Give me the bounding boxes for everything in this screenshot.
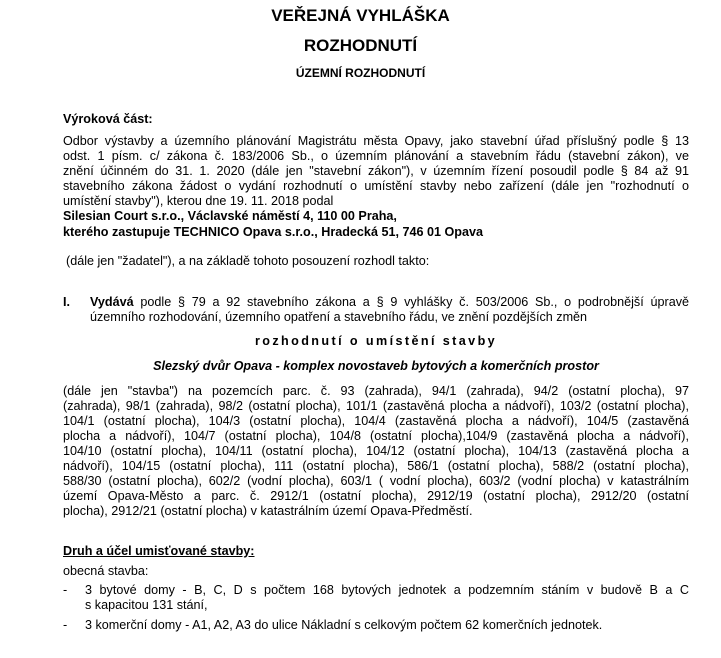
parcel-line-9: plocha), 2912/21 (ostatní plocha) v katastrálním území Opava-Předměstí. (63, 504, 473, 518)
operative-para-line-4: stavebního zákona žádost o vydání rozhodnutí o umístění stavby nebo zařízení (dále jen "rozhodnutí o (63, 179, 689, 193)
building-item-1-line-1: 3 bytové domy - B, C, D s počtem 168 bytových jednotek a podzemním stáním v budově B a C (85, 583, 689, 597)
project-name: Slezský dvůr Opava - komplex novostaveb bytových a komerčních prostor (153, 359, 599, 373)
parcel-line-6: nádvoří), 104/15 (ostatní plocha), 111 (ostatní plocha), 586/1 (ostatní plocha), 588/2 (ostatní plocha), (63, 459, 689, 473)
applicant-line-2: kterého zastupuje TECHNICO Opava s.r.o., Hradecká 51, 746 01 Opava (63, 225, 483, 239)
operative-para-line-1: Odbor výstavby a územního plánování Magistrátu města Opavy, jako stavební úřad příslušný podle § 13 (63, 134, 689, 148)
zoning-decision-title: ÚZEMNÍ ROZHODNUTÍ (295, 66, 426, 80)
parcel-line-1: (dále jen "stavba") na pozemcích parc. č. 93 (zahrada), 94/1 (zahrada), 94/2 (ostatní plocha), 97 (63, 384, 689, 398)
operative-para-line-2: odst. 1 písm. c/ zákona č. 183/2006 Sb., o územním plánování a stavebním řádu (stavební zákon), ve (63, 149, 689, 163)
parcel-line-5: 104/10 (ostatní plocha), 104/11 (ostatní plocha), 104/12 (ostatní plocha), 104/13 (zastavěná plocha a (63, 444, 689, 458)
applicant-note: (dále jen "žadatel"), a na základě tohoto posouzení rozhodl takto: (66, 254, 430, 268)
list-dash-2: - (63, 618, 68, 632)
building-item-1-line-2: s kapacitou 131 stání, (85, 598, 208, 612)
list-dash-1: - (63, 583, 68, 597)
parcel-line-8: území Opava-Město a parc. č. 2912/1 (ostatní plocha), 2912/19 (ostatní plocha), 2912/20 (ostatní (63, 489, 689, 503)
section-line-1 (90, 295, 689, 310)
applicant-line-1: Silesian Court s.r.o., Václavské náměstí 4, 110 00 Praha, (63, 209, 397, 223)
parcel-line-2: (zahrada), 98/1 (zahrada), 98/2 (ostatní plocha), 101/1 (zastavěná plocha a nádvoří), 103/2 (ostatní plocha), (63, 399, 689, 413)
parcel-line-4: plocha a nádvoří), 104/7 (ostatní plocha), 104/8 (ostatní plocha),104/9 (zastavěná plocha a nádvoří), (63, 429, 689, 443)
operative-heading: Výroková část: (63, 112, 153, 126)
parcel-line-3: 104/1 (ostatní plocha), 104/3 (ostatní plocha), 104/4 (zastavěná plocha a nádvoří), 104/5 (zastavěná (63, 414, 689, 428)
building-item-2: 3 komerční domy - A1, A2, A3 do ulice Nákladní s celkovým počtem 62 komerčních jednotek. (85, 618, 603, 632)
parcel-line-7: 588/30 (ostatní plocha), 602/2 (vodní plocha), 603/1 ( vodní plocha), 603/2 (vodní plocha) v katastrálním (63, 474, 689, 488)
building-subheading: obecná stavba: (63, 564, 149, 578)
notice-title: VEŘEJNÁ VYHLÁŠKA (271, 6, 450, 25)
location-decision-heading: rozhodnutí o umístění stavby (254, 334, 498, 348)
section-line-2: územního rozhodování, územního opatření a stavebního řádu, ve znění pozdějších změn (90, 310, 588, 324)
building-type-heading: Druh a účel umisťované stavby: (63, 544, 255, 558)
section-line-1-rest: podle § 79 a 92 stavebního zákona a § 9 vyhlášky č. 503/2006 Sb., o podrobnější úpravě (133, 295, 689, 309)
operative-para-line-5: umístění stavby"), kterou dne 19. 11. 2018 podal (63, 194, 334, 208)
operative-para-line-3: znění účinném do 31. 1. 2020 (dále jen "stavební zákon"), v územním řízení posoudil podle § 84 až 91 (63, 164, 689, 178)
decision-title: ROZHODNUTÍ (303, 36, 418, 55)
section-number: I. (63, 295, 70, 309)
issues-word: Vydává (90, 295, 134, 309)
